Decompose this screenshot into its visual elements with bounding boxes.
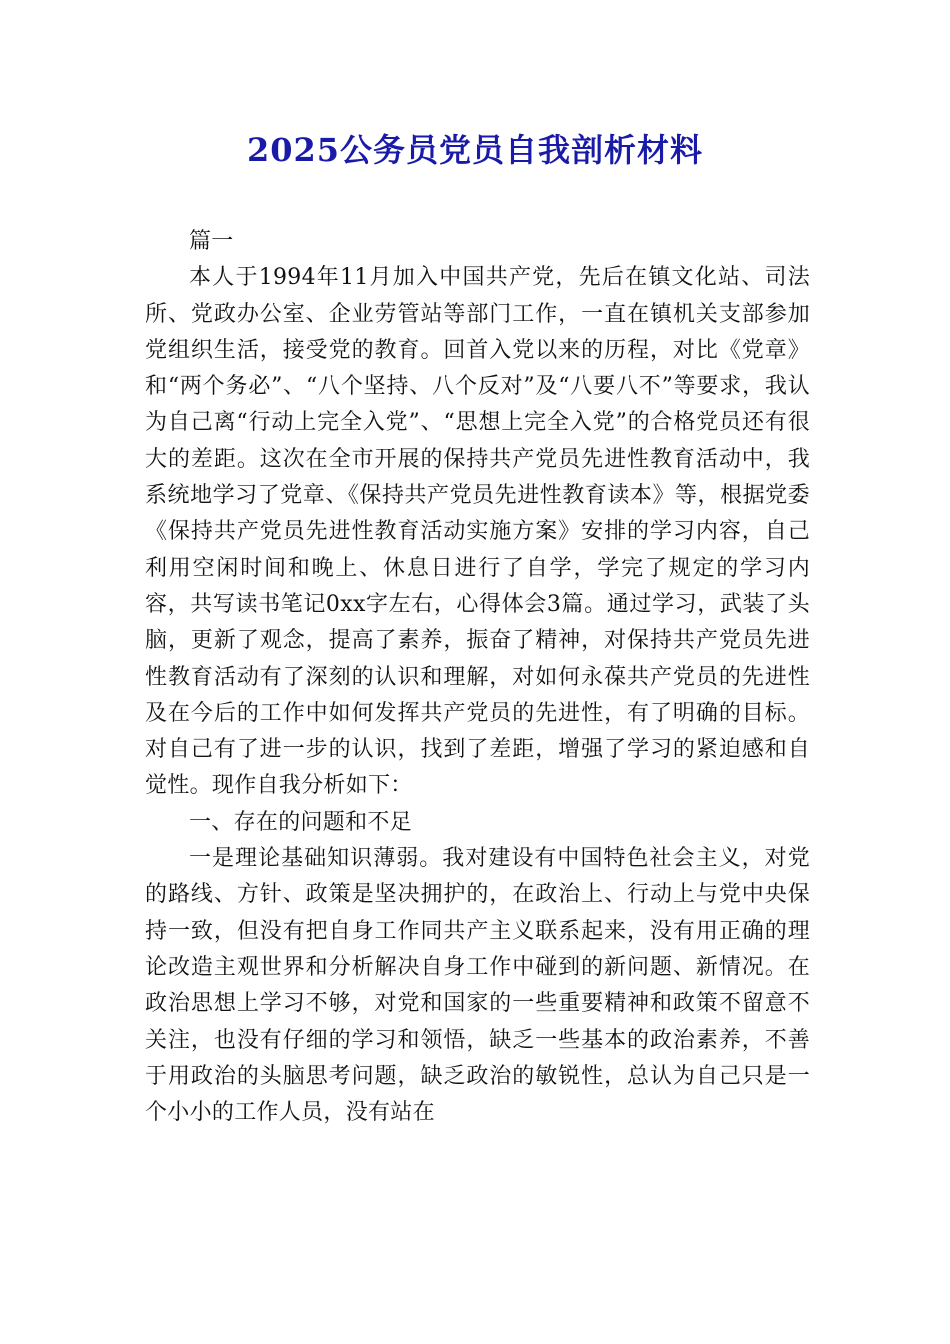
document-title: 2025公务员党员自我剖析材料	[246, 131, 704, 169]
body-paragraph: 本人于1994年11月加入中国共产党，先后在镇文化站、司法所、党政办公室、企业劳管站等部门工作，一直在镇机关支部参加党组织生活，接受党的教育。回首入党以来的历程，对比《党章》和“两个务必”、“八个坚持、八个反对”及“八要八不”等要求，我认为自己离“行动上完全入党”、“思想上完全入党”的合格党员还有很大的差距。这次在全市开展的保持共产党员先进性教育活动中，我系统地学习了党章、《保持共产党员先进性教育读本》等，根据党委《保持共产党员先进性教育活动实施方案》安排的学习内容，自己利用空闲时间和晚上、休息日进行了自学，学完了规定的学习内容，共写读书笔记0xx字左右，心得体会3篇。通过学习，武装了头脑，更新了观念，提高了素养，振奋了精神，对保持共产党员先进性教育活动有了深刻的认识和理解，对如何永葆共产党员的先进性及在今后的工作中如何发挥共产党员的先进性，有了明确的目标。对自己有了进一步的认识，找到了差距，增强了学习的紧迫感和自觉性。现作自我分析如下：	[145, 265, 810, 799]
section-heading: 一、存在的问题和不足	[189, 809, 413, 835]
section-label: 篇一	[189, 229, 234, 254]
document-body	[145, 224, 810, 1131]
body-paragraph: 一是理论基础知识薄弱。我对建设有中国特色社会主义，对党的路线、方针、政策是坚决拥护的，在政治上、行动上与党中央保持一致，但没有把自身工作同共产主义联系起来，没有用正确的理论改造主观世界和分析解决自身工作中碰到的新问题、新情况。在政治思想上学习不够，对党和国家的一些重要精神和政策不留意不关注，也没有仔细的学习和领悟，缺乏一些基本的政治素养，不善于用政治的头脑思考问题，缺乏政治的敏锐性，总认为自己只是一个小小的工作人员，没有站在	[145, 846, 810, 1126]
